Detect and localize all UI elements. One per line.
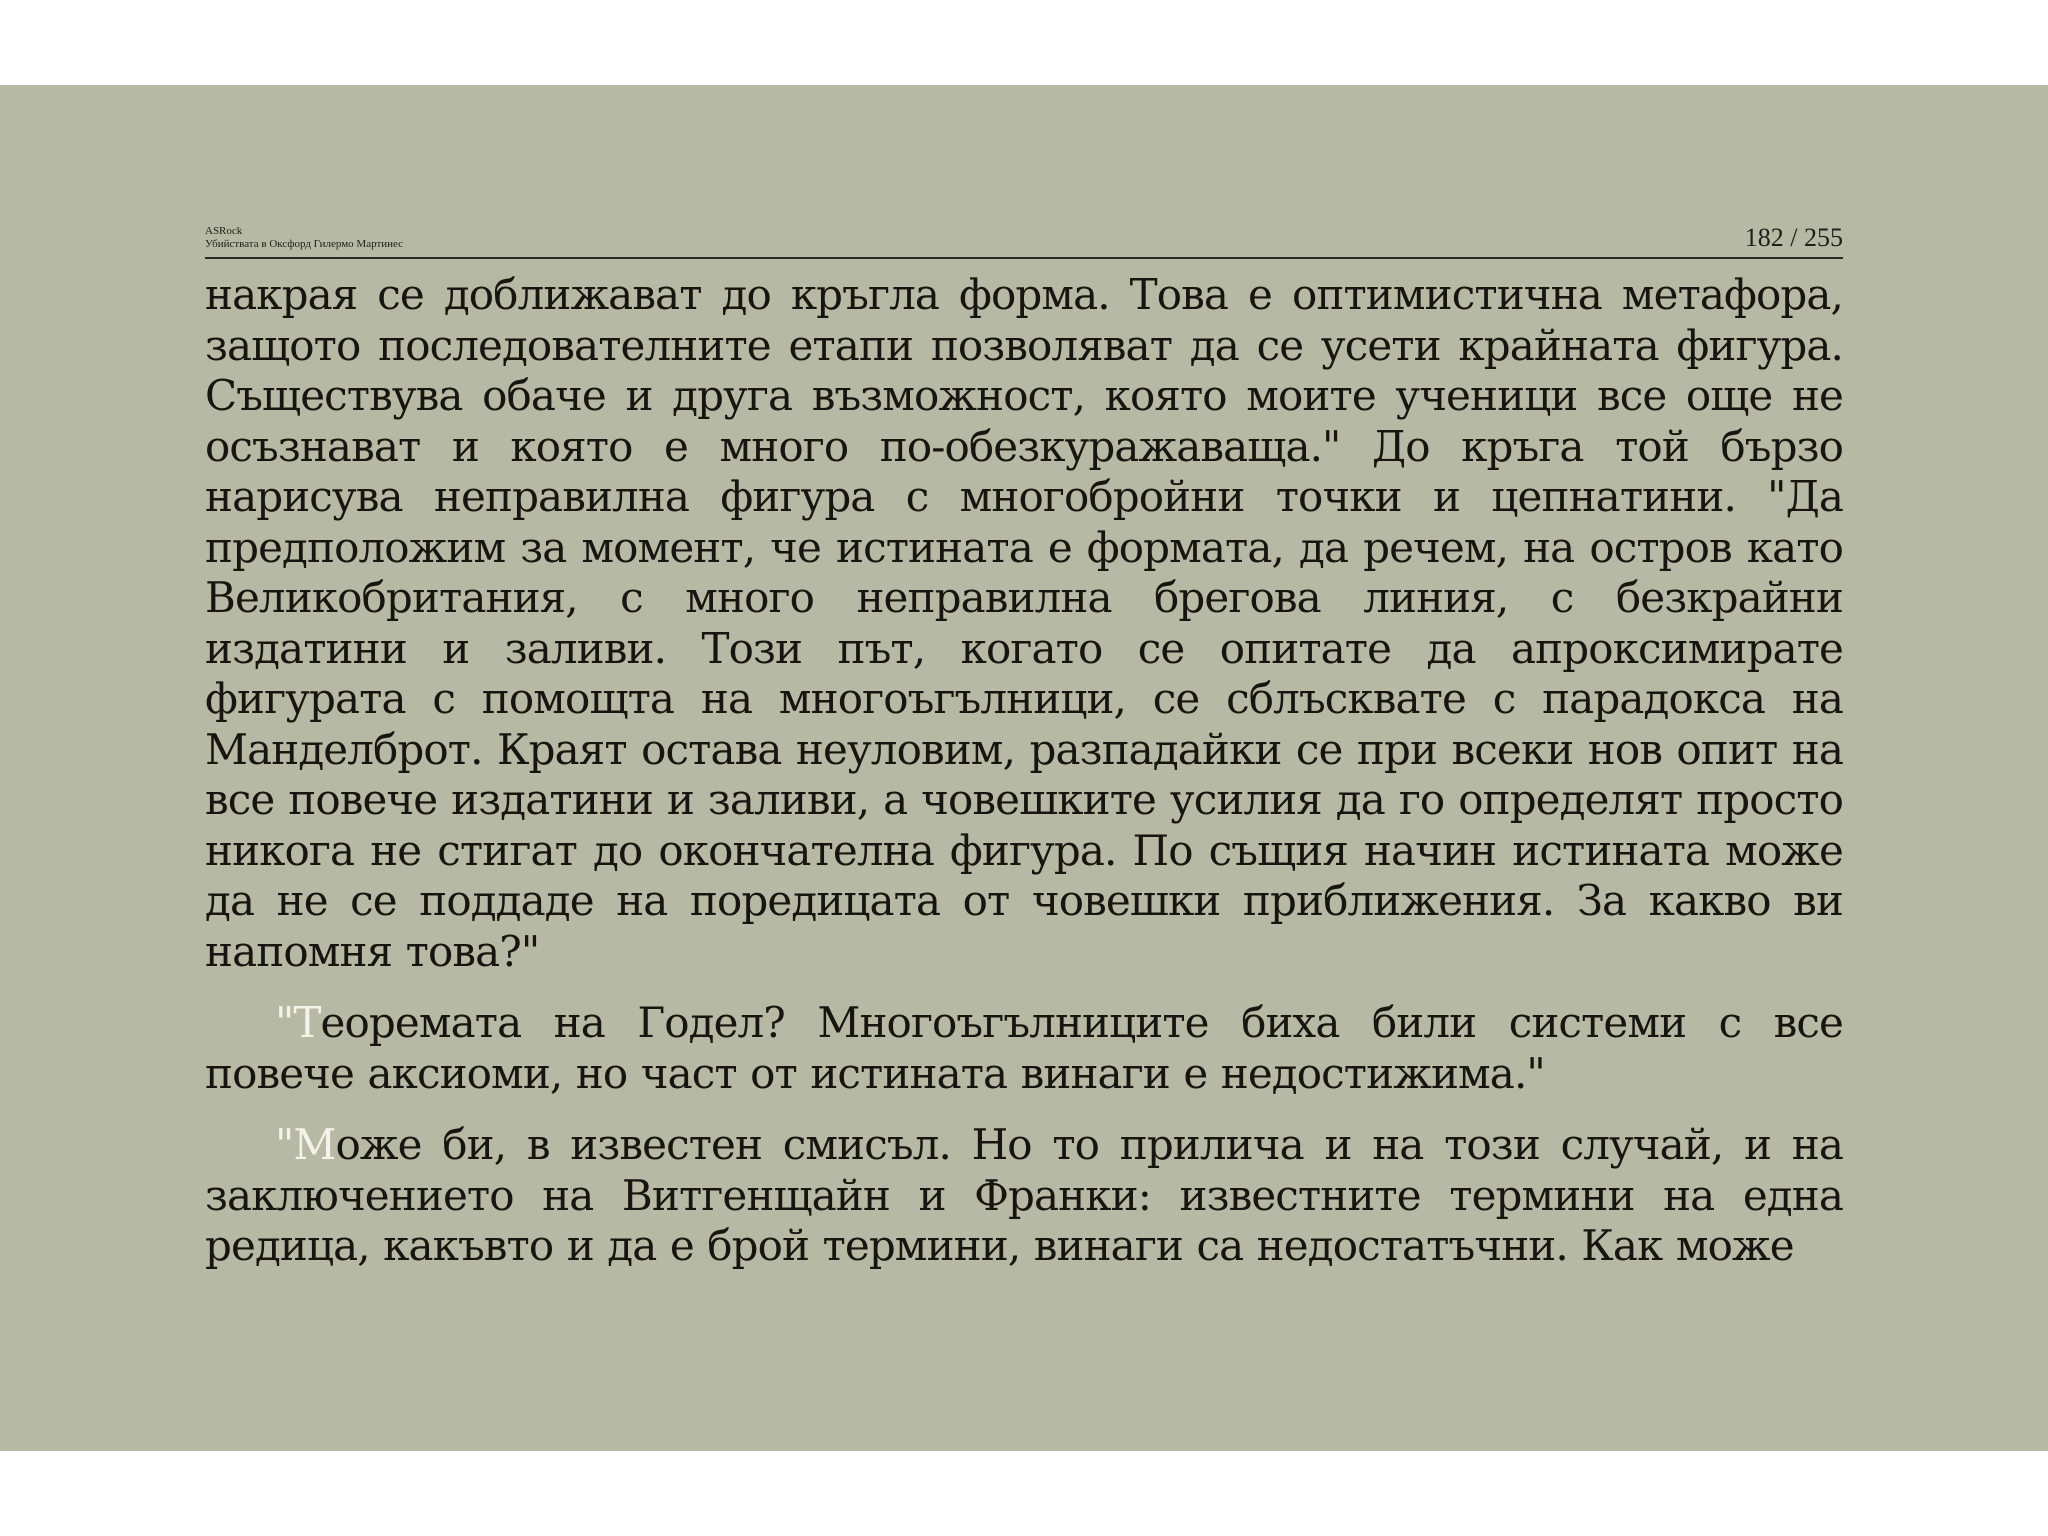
paragraph-2-lead: "Т (275, 998, 321, 1047)
paragraph-3-lead: "М (275, 1120, 336, 1169)
paragraph-1-text: накрая се доближават до кръгла форма. Това е оптимистична метафора, защото последователните етапи позволяват да се усети крайната фигура. Съществува обаче и друга възможност, която моите ученици все още не осъзнават и която е много по-обезкуражаваща." До кръга той бързо нарисува неправилна фигура с многобройни точки и цепнатини. "Да предположим за момент, че истината е формата, да речем, на остров като Великобритания, с много неправилна брегова линия, с безкрайни издатини и заливи. Този път, когато се опитате да апроксимирате фигурата с помощта на многоъгълници, се сблъсквате с парадокса на Манделброт. Краят остава неуловим, разпадайки се при всеки нов опит на все повече издатини и заливи, а човешките усилия да го определят просто никога не стигат до окончателна фигура. По същия начин истината може да не се поддаде на поредицата от човешки приближения. За какво ви напомня това?" (205, 270, 1843, 976)
header-brand: ASRock (205, 224, 243, 237)
paragraph-2 (205, 998, 1843, 1099)
page-header (205, 137, 1843, 259)
page-indicator: 182 / 255 (1744, 223, 1843, 252)
header-book-title: Убийствата в Оксфорд Гилермо Мартинес (205, 237, 404, 250)
paragraph-1 (205, 270, 1843, 977)
paragraph-3-text: оже би, в известен смисъл. Но то прилича и на този случай, и на заключението на Витгенщайн и Франки: известните термини на една редица, какъвто и да е брой термини, винаги са недостатъчни. Как може (205, 1120, 1843, 1270)
paragraph-2-text: еоремата на Годел? Многоъгълниците биха били системи с все повече аксиоми, но част от истината винаги е недостижима." (205, 998, 1843, 1098)
header-meta (205, 225, 403, 251)
book-text (205, 270, 1843, 1272)
paragraph-3 (205, 1120, 1843, 1272)
